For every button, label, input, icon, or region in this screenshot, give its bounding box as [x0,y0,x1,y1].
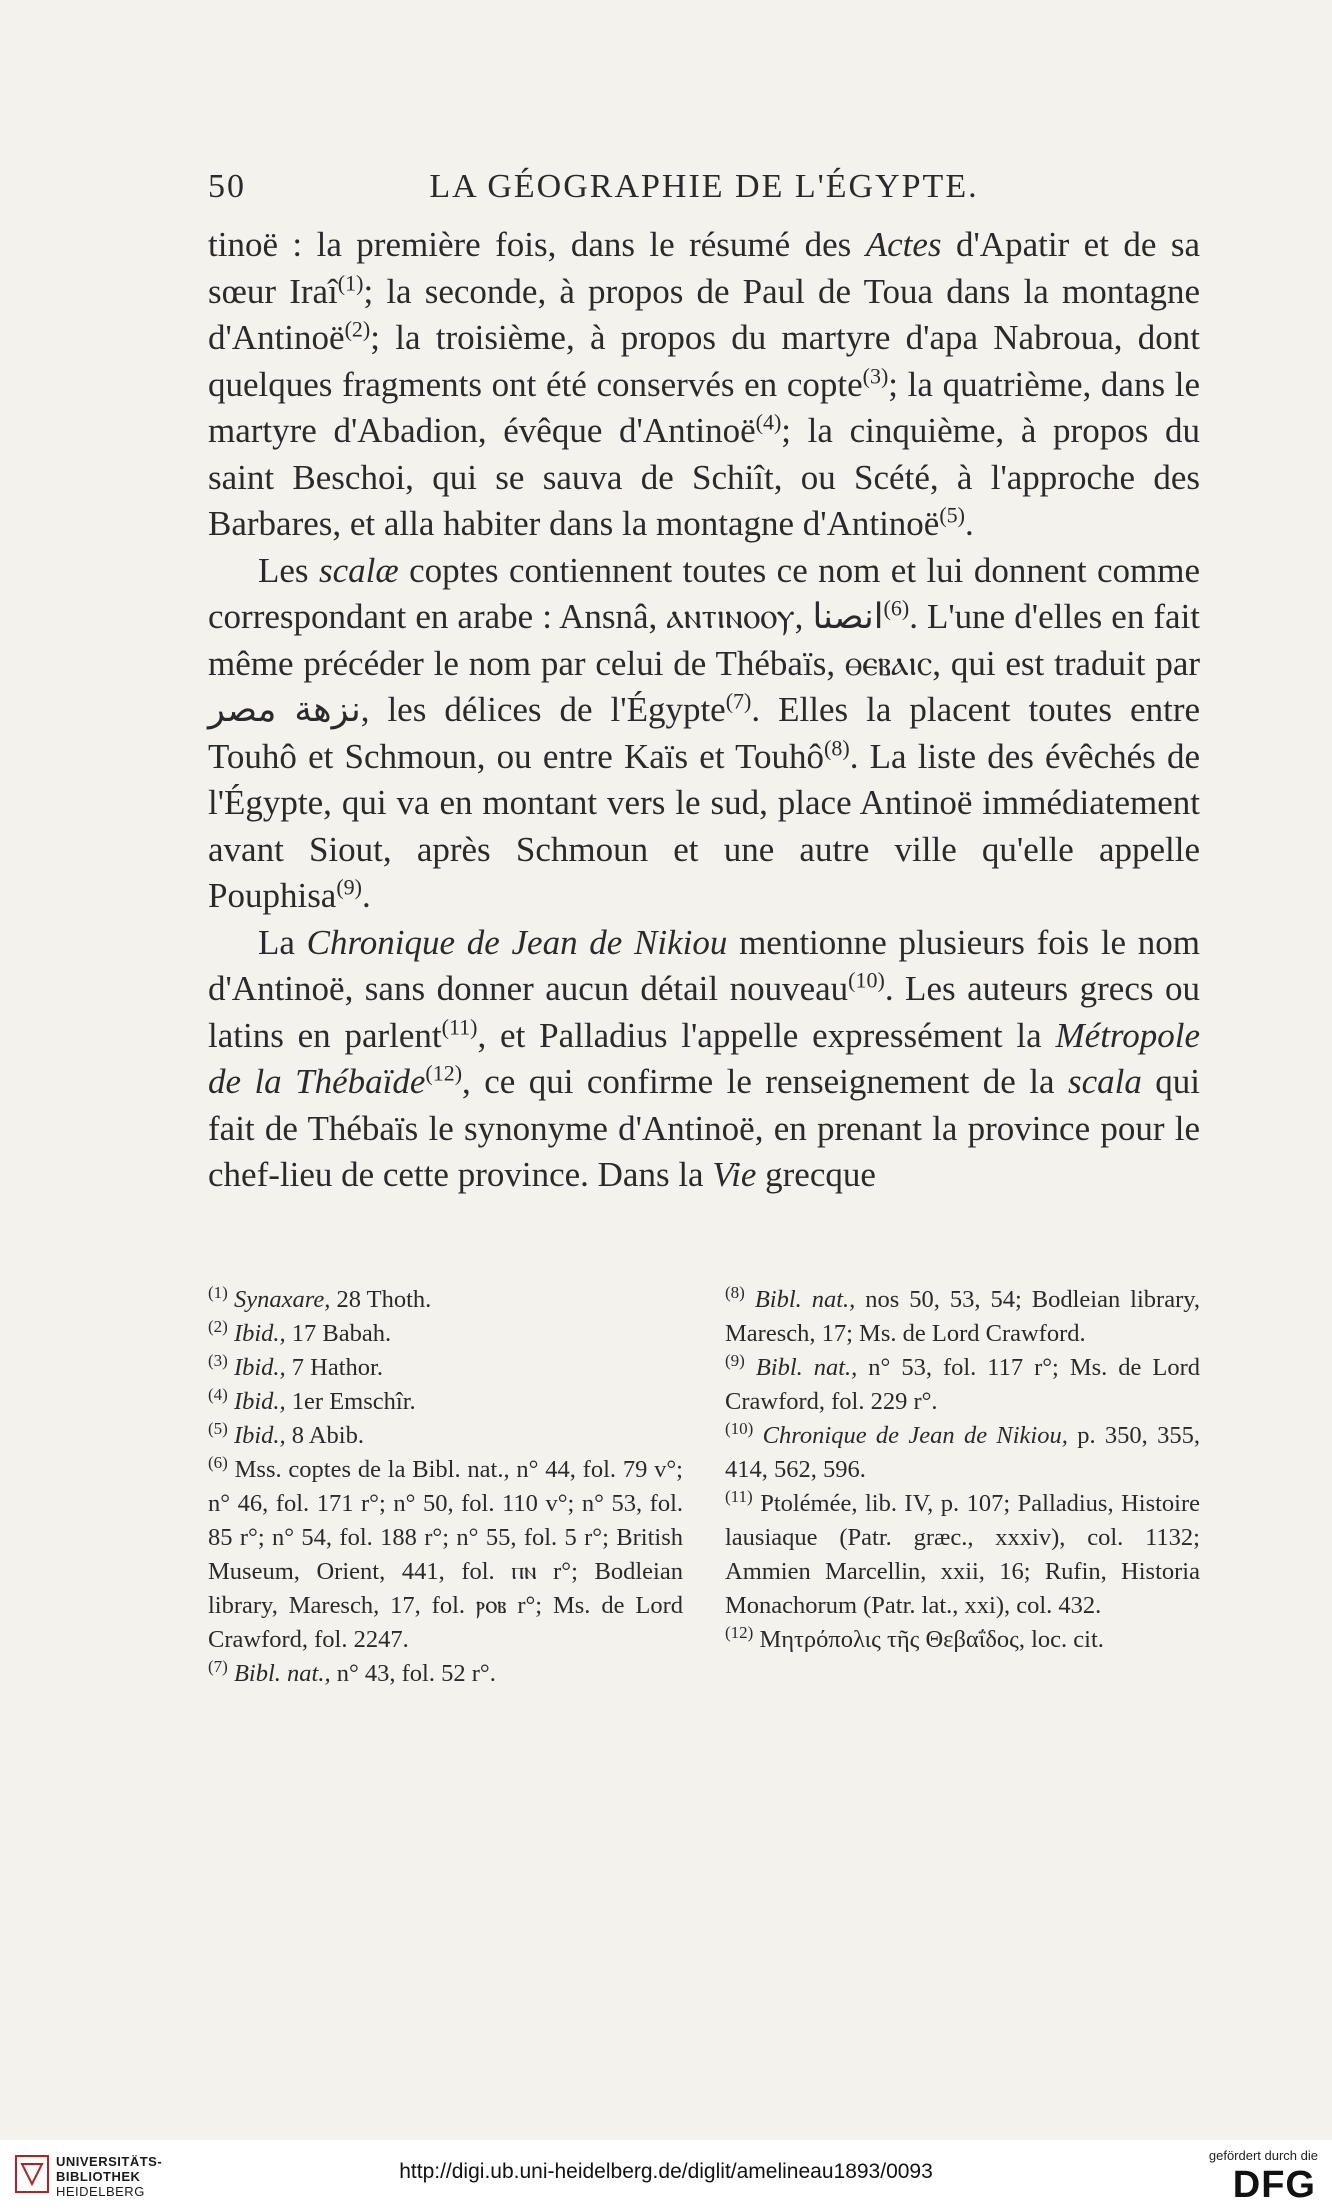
dfg-logo: DFG [1232,2164,1316,2206]
footnotes-left [208,1283,683,1691]
page-number: 50 [208,168,246,205]
coptic-word: ⲁⲛⲧⲓⲛⲟⲟⲩ, [666,597,804,636]
arabic-word: انصنا [812,597,884,636]
coptic-word-2: ⲑⲉⲃⲁⲓⲥ, [844,643,941,683]
footnote: $^{(12)}$ Μητρόπολις τῆς Θεβαΐδος, loc. cit. [725,1622,1104,1653]
running-title: LA GÉOGRAPHIE DE L'ÉGYPTE. [429,168,979,205]
paragraph-1: tinoë : la première fois, dans le résumé des Actes d'Apatir et de sa sœur Iraî$^{(1)}$; la seconde, à propos de Paul de Toua dans la montagne d'Antinoë$^{(2)}$; la troisième, à propos du martyre d'apa Nabroua, dont quelques fragments ont été conservés en copte$^{(3)}$; la quatrième, dans le martyre d'Abadion, évêque d'Antinoë$^{(4)}$; la cinquième, à propos du saint Beschoi, qui se sauva de Schiît, ou Scété, à l'approche des Barbares, et alla habiter dans la montagne d'Antinoë$^{(5)}$. [208,225,1201,543]
footnote: $^{(9)}$ Bibl. nat., n° 53, fol. 117 r°; Ms. de Lord Crawford, fol. 229 r°. [725,1350,1200,1415]
viewer-footer [0,2140,1332,2211]
university-name: UNIVERSITÄTS- BIBLIOTHEK HEIDELBERG [56,2154,163,2199]
footnote: $^{(4)}$ Ibid., 1er Emschîr. [208,1384,416,1415]
footnote: $^{(2)}$ Ibid., 17 Babah. [208,1316,392,1347]
footnote: $^{(8)}$ Bibl. nat., nos 50, 53, 54; Bodleian library, Maresch, 17; Ms. de Lord Crawford. [725,1282,1201,1347]
paragraph-3: La Chronique de Jean de Nikiou mentionne plusieurs fois le nom d'Antinoë, sans donner aucun détail nouveau$^{(10)}$. Les auteurs grecs ou latins en parlent$^{(11)}$, et Palladius l'appelle expressément la Métropole de la Thébaïde$^{(12)}$, ce qui confirme le renseignement de la scala qui fait de Thébaïs le synonyme d'Antinoë, en prenant la province pour le chef-lieu de cette province. Dans la Vie grecque [208,922,1201,1194]
funding-note: gefördert durch die [1208,2148,1318,2163]
footnote: $^{(6)}$ Mss. coptes de la Bibl. nat., n° 44, fol. 79 v°; n° 46, fol. 171 r°; n° 50, fol. 110 v°; n° 53, fol. 85 r°; n° 54, fol. 188 r°; n° 55, fol. 5 r°; British Museum, Orient, 441, fol. ⲡⲛ r°; Bodleian library, Maresch, 17, fol. ⲣⲟⲃ r°; Ms. de Lord Crawford, fol. 2247. [208,1452,683,1653]
arabic-phrase: نزهة مصر [208,690,361,729]
page-url-link[interactable]: http://digi.ub.uni-heidelberg.de/diglit/amelineau1893/0093 [399,2160,933,2183]
footnote: $^{(11)}$ Ptolémée, lib. IV, p. 107; Palladius, Histoire lausiaque (Patr. græc., xxxiv), col. 1132; Ammien Marcellin, xxii, 16; Rufin, Historia Monachorum (Patr. lat., xxi), col. 432. [725,1486,1200,1619]
footnotes [208,1283,1200,1691]
footnotes-right [725,1283,1200,1691]
footnote: $^{(3)}$ Ibid., 7 Hathor. [208,1350,383,1381]
footnote: $^{(7)}$ Bibl. nat., n° 43, fol. 52 r°. [208,1656,496,1687]
main-text [208,222,1200,1199]
footnote: $^{(1)}$ Synaxare, 28 Thoth. [208,1282,432,1313]
footnote: $^{(5)}$ Ibid., 8 Abib. [208,1418,364,1449]
running-header [208,168,1200,206]
paragraph-2: Les scalæ coptes contiennent toutes ce nom et lui donnent comme correspondant en arabe : Ansnâ, ⲁⲛⲧⲓⲛⲟⲟⲩ, انصنا$^{(6)}$. L'une d'elles en fait même précéder le nom par celui de Thébaïs, ⲑⲉⲃⲁⲓⲥ, qui est traduit par نزهة مصر, les délices de l'Égypte$^{(7)}$. Elles la placent toutes entre Touhô et Schmoun, ou entre Kaïs et Touhô$^{(8)}$. La liste des évêchés de l'Égypte, qui va en montant vers le sud, place Antinoë immédiatement avant Siout, après Schmoun et une autre ville qu'elle appelle Pouphisa$^{(9)}$. [208,550,1201,915]
footnote: $^{(10)}$ Chronique de Jean de Nikiou, p. 350, 355, 414, 562, 596. [725,1418,1201,1483]
